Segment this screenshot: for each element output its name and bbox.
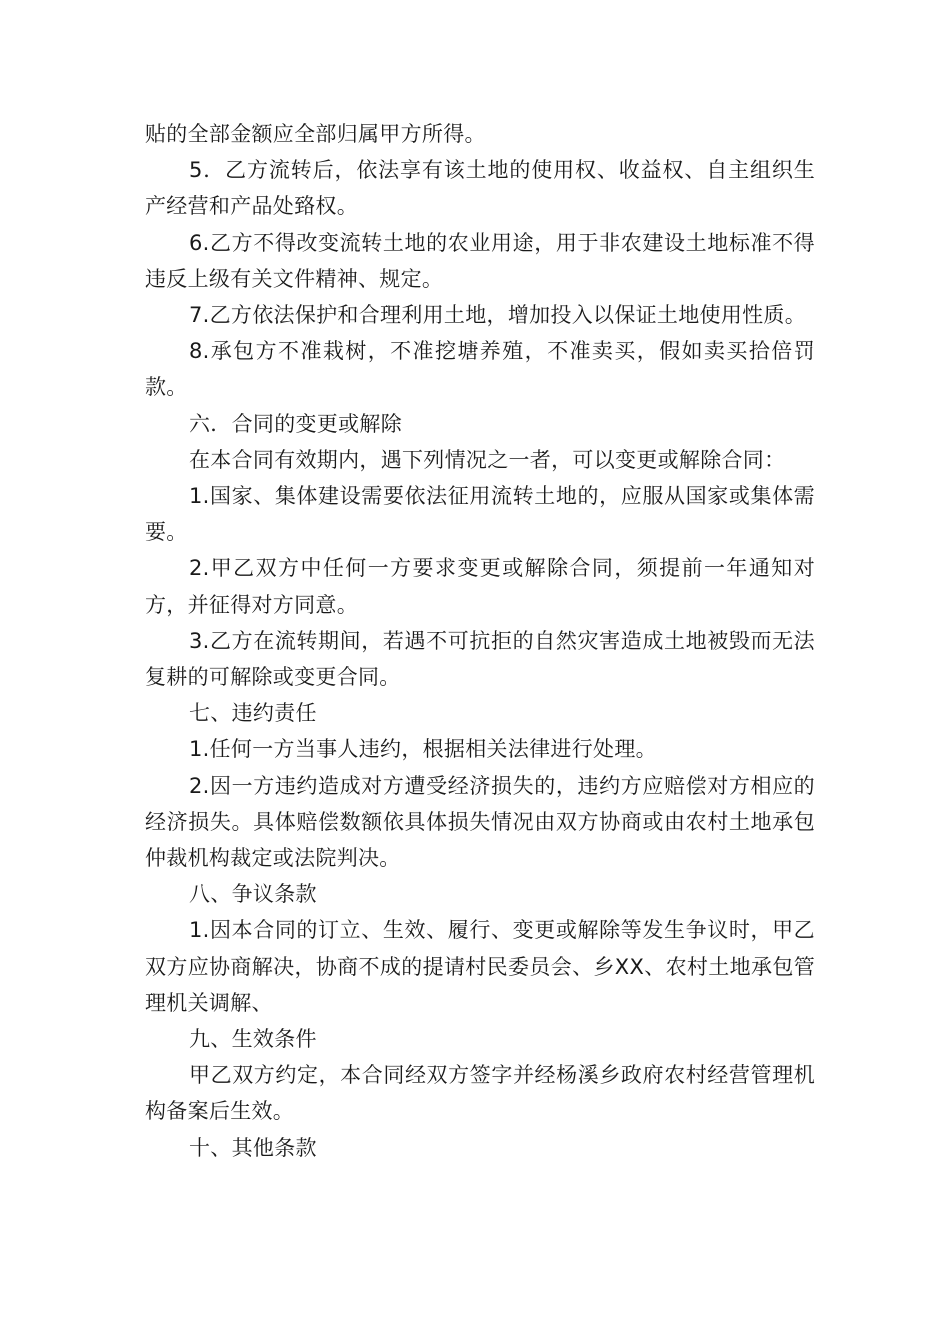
paragraph-6-item-2: 2.甲乙双方中任何一方要求变更或解除合同，须提前一年通知对方，并征得对方同意。 [145, 556, 815, 617]
paragraph-6-item-3: 3.乙方在流转期间，若遇不可抗拒的自然灾害造成土地被毁而无法复耕的可解除或变更合同。 [145, 628, 815, 690]
paragraph-item-6: 6.乙方不得改变流转土地的农业用途，用于非农建设土地标准不得违反上级有关文件精神、规定。 [145, 230, 815, 291]
paragraph-7-item-1: 1.任何一方当事人违约，根据相关法律进行处理。 [189, 737, 657, 762]
section-heading-7: 七、违约责任 [189, 701, 317, 726]
section-heading-6: 六．合同的变更或解除 [189, 411, 402, 436]
paragraph-item-8: 8.承包方不准栽树，不准挖塘养殖，不准卖买，假如卖买拾倍罚款。 [145, 339, 815, 400]
paragraph-8-item-1: 1.因本合同的订立、生效、履行、变更或解除等发生争议时，甲乙双方应协商解决，协商不成的提请村民委员会、乡XX、农村土地承包管理机关调解、 [145, 918, 815, 1015]
paragraph-item-5: 5．乙方流转后，依法享有该土地的使用权、收益权、自主组织生产经营和产品处臵权。 [145, 158, 815, 219]
paragraph-item-7: 7.乙方依法保护和合理利用土地，增加投入以保证土地使用性质。 [189, 303, 807, 328]
paragraph-9-body: 甲乙双方约定，本合同经双方签字并经杨溪乡政府农村经营管理机构备案后生效。 [145, 1063, 815, 1124]
section-heading-9: 九、生效条件 [189, 1027, 317, 1052]
paragraph-7-item-2: 2.因一方违约造成对方遭受经济损失的，违约方应赔偿对方相应的经济损失。具体赔偿数额依具体损失情况由双方协商或由农村土地承包仲裁机构裁定或法院判决。 [145, 773, 815, 871]
document-body [145, 116, 815, 1166]
paragraph-6-item-1: 1.国家、集体建设需要依法征用流转土地的，应服从国家或集体需要。 [145, 484, 815, 545]
section-heading-10: 十、其他条款 [189, 1135, 317, 1160]
paragraph-continuation: 贴的全部金额应全部归属甲方所得。 [145, 122, 486, 146]
paragraph-intro-6: 在本合同有效期内，遇下列情况之一者，可以变更或解除合同： [189, 447, 786, 472]
section-heading-8: 八、争议条款 [189, 882, 317, 907]
